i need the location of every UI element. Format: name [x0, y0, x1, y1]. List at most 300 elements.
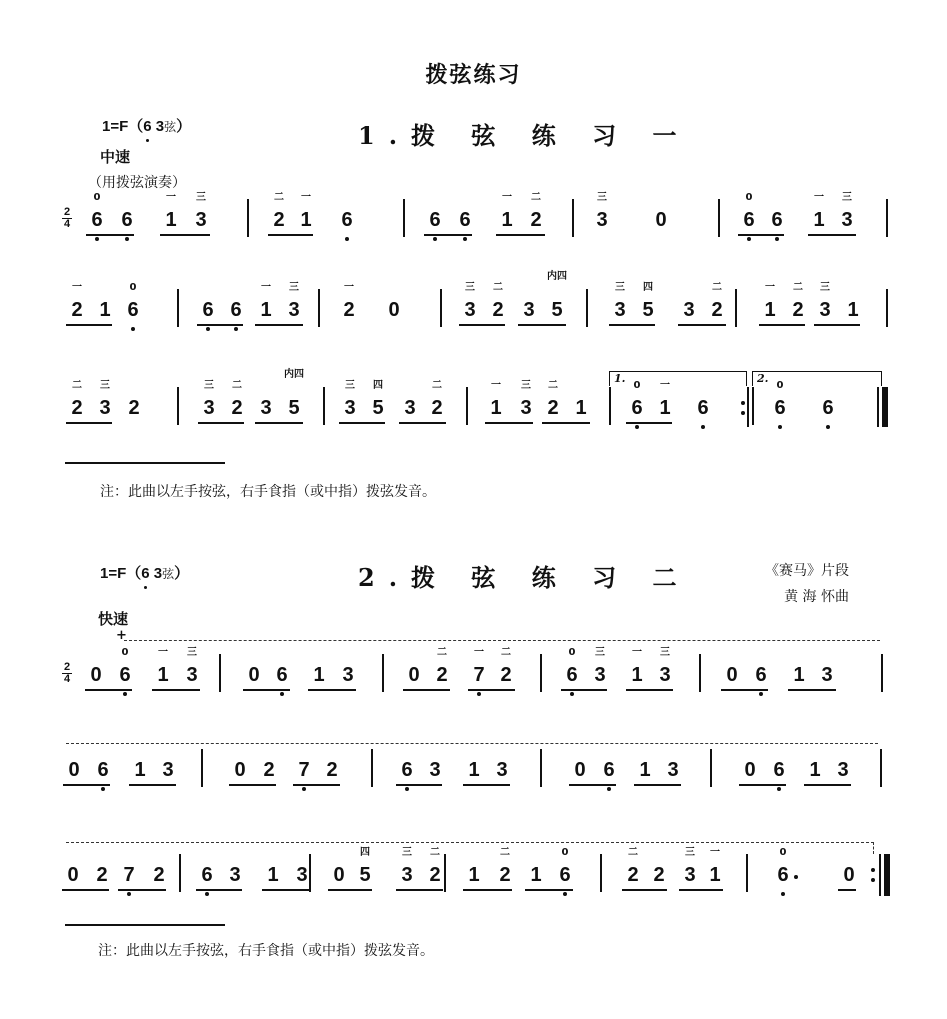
- tempo-1: 中速: [100, 148, 131, 166]
- barline: [880, 749, 882, 787]
- fingering-mark: 三: [521, 380, 531, 391]
- fingering-mark: 0: [779, 847, 787, 858]
- fingering-mark: 三: [289, 282, 299, 293]
- note-digit: 5: [288, 397, 300, 419]
- fingering-mark: 三: [597, 192, 607, 203]
- note: [771, 380, 789, 419]
- note: [198, 865, 216, 885]
- note-digit: 2: [436, 664, 448, 686]
- note-digit: 2: [153, 864, 165, 886]
- beam-underline: [814, 324, 860, 326]
- note: [295, 760, 313, 780]
- fingering-mark: 三: [615, 282, 625, 293]
- beam-underline: [634, 784, 681, 786]
- barline: [710, 749, 712, 787]
- note: [88, 192, 106, 231]
- note: [461, 282, 479, 321]
- note: [517, 380, 535, 419]
- beam-underline: [197, 324, 243, 326]
- barline: [440, 289, 442, 327]
- low-octave-dot: [777, 787, 781, 791]
- beam-underline: [262, 889, 309, 891]
- note-digit: 1: [157, 664, 169, 686]
- barline: [177, 289, 179, 327]
- key-note-2: 3: [153, 565, 163, 582]
- barline: [735, 289, 737, 327]
- note: [426, 210, 444, 230]
- note: [93, 865, 111, 885]
- fingering-mark: 二: [628, 847, 638, 858]
- low-octave-dot: [123, 692, 127, 696]
- barline: [699, 654, 701, 692]
- low-octave-dot: [635, 425, 639, 429]
- fingering-mark: 四: [373, 380, 383, 391]
- note-digit: 6: [121, 209, 133, 231]
- fingering-mark: 0: [129, 282, 137, 293]
- fingering-mark: 一: [491, 380, 501, 391]
- note: [838, 192, 856, 231]
- note: [844, 300, 862, 320]
- note: [840, 865, 858, 885]
- beam-underline: [463, 784, 510, 786]
- beam-underline: [229, 784, 276, 786]
- note: [489, 282, 507, 321]
- fingering-mark: 一: [166, 192, 176, 203]
- note: [200, 380, 218, 419]
- note-digit: 3: [186, 664, 198, 686]
- note: [656, 380, 674, 419]
- note: [818, 665, 836, 685]
- note: [656, 647, 674, 686]
- fingering-mark: 一: [710, 847, 720, 858]
- note-digit: 2: [96, 864, 108, 886]
- note-digit: 5: [642, 299, 654, 321]
- note-digit: 1: [468, 759, 480, 781]
- note: [162, 192, 180, 231]
- note-digit: 3: [821, 664, 833, 686]
- beam-underline: [198, 422, 244, 424]
- note: [496, 847, 514, 886]
- note: [323, 760, 341, 780]
- beam-underline: [561, 689, 607, 691]
- final-barline: [882, 387, 888, 427]
- note-digit: 5: [372, 397, 384, 419]
- barline: [572, 199, 574, 237]
- barline: [219, 654, 221, 692]
- fingering-mark: 二: [437, 647, 447, 658]
- note-digit: 6: [755, 664, 767, 686]
- footnote-1: 注：此曲以左手按弦，右手食指（或中指）拨弦发音。: [100, 484, 436, 500]
- low-octave-dot: [775, 237, 779, 241]
- fingering-mark: 三: [345, 380, 355, 391]
- fingering-mark: 二: [432, 380, 442, 391]
- note-digit: 6: [459, 209, 471, 231]
- note: [708, 282, 726, 321]
- note: [159, 760, 177, 780]
- note: [297, 192, 315, 231]
- note: [226, 865, 244, 885]
- beam-underline: [485, 422, 533, 424]
- low-octave-dot: [433, 237, 437, 241]
- source-label: 《赛马》片段: [765, 563, 849, 579]
- barline: [309, 854, 311, 892]
- note: [338, 210, 356, 230]
- note: [68, 282, 86, 321]
- barline: [382, 654, 384, 692]
- barline: [879, 854, 881, 896]
- fingering-mark: 二: [793, 282, 803, 293]
- note-digit: 6: [566, 664, 578, 686]
- time-signature: [62, 207, 72, 230]
- beam-underline: [85, 689, 132, 691]
- note-digit: 2: [499, 864, 511, 886]
- beam-underline: [308, 689, 356, 691]
- barline: [718, 199, 720, 237]
- note-digit: 3: [162, 759, 174, 781]
- note-digit: 3: [99, 397, 111, 419]
- fingering-mark: 一: [632, 647, 642, 658]
- note-digit: 3: [203, 397, 215, 419]
- note-digit: 3: [819, 299, 831, 321]
- note-digit: 1: [793, 664, 805, 686]
- barline: [747, 387, 749, 427]
- footnote-2: 注：此曲以左手按弦，右手食指（或中指）拨弦发音。: [98, 943, 434, 959]
- note-digit: 0: [234, 759, 246, 781]
- beam-underline: [626, 422, 672, 424]
- note-digit: 7: [473, 664, 485, 686]
- beam-underline: [463, 889, 512, 891]
- note-digit: 6: [202, 299, 214, 321]
- note: [600, 760, 618, 780]
- note: [834, 760, 852, 780]
- low-octave-dot: [280, 692, 284, 696]
- low-octave-dot: [234, 327, 238, 331]
- fingering-mark: 二: [72, 380, 82, 391]
- note-digit: 6: [771, 209, 783, 231]
- fingering-mark: 二: [274, 192, 284, 203]
- note: [405, 665, 423, 685]
- key-low-note: 6: [141, 565, 150, 582]
- note: [428, 380, 446, 419]
- fingering-mark: 二: [430, 847, 440, 858]
- note-digit: 2: [343, 299, 355, 321]
- beam-underline: [66, 422, 112, 424]
- key-low-note: 6: [143, 118, 152, 135]
- note-digit: 1: [639, 759, 651, 781]
- barline: [179, 854, 181, 892]
- note: [426, 760, 444, 780]
- note: [652, 210, 670, 230]
- note-digit: 3: [296, 864, 308, 886]
- barline: [540, 749, 542, 787]
- beam-underline: [118, 889, 166, 891]
- note-digit: 6: [822, 397, 834, 419]
- note: [591, 647, 609, 686]
- note-digit: 1: [764, 299, 776, 321]
- low-octave-dot: [125, 237, 129, 241]
- note: [398, 760, 416, 780]
- note-digit: 0: [388, 299, 400, 321]
- barline: [247, 199, 249, 237]
- note: [94, 760, 112, 780]
- note-digit: 6: [429, 209, 441, 231]
- beam-underline: [86, 234, 134, 236]
- barline: [318, 289, 320, 327]
- beam-underline: [468, 689, 515, 691]
- note: [64, 865, 82, 885]
- barline: [746, 854, 748, 892]
- note: [498, 192, 516, 231]
- note-digit: 3: [614, 299, 626, 321]
- fingering-mark: 一: [660, 380, 670, 391]
- time-signature-numerator: 2: [63, 661, 71, 673]
- note: [426, 847, 444, 886]
- fingering-mark: 一: [765, 282, 775, 293]
- beam-underline: [459, 324, 505, 326]
- note-digit: 6: [401, 759, 413, 781]
- note: [624, 847, 642, 886]
- note-digit: 6: [97, 759, 109, 781]
- beam-underline: [759, 324, 805, 326]
- note: [681, 847, 699, 886]
- barline: [752, 387, 754, 425]
- note-digit: 2: [492, 299, 504, 321]
- note: [572, 398, 590, 418]
- note-digit: 3: [683, 299, 695, 321]
- fingering-mark: 一: [72, 282, 82, 293]
- fingering-mark: 三: [660, 647, 670, 658]
- note-digit: 7: [123, 864, 135, 886]
- low-octave-dot: [302, 787, 306, 791]
- fingering-mark: 一: [301, 192, 311, 203]
- low-octave-dot: [131, 327, 135, 331]
- note-digit: 0: [744, 759, 756, 781]
- fingering-mark: 0: [745, 192, 753, 203]
- sustain-line-1: [124, 640, 880, 641]
- beam-underline: [678, 324, 726, 326]
- low-octave-dot: [759, 692, 763, 696]
- note-digit: 3: [429, 759, 441, 781]
- note: [571, 760, 589, 780]
- beam-underline: [518, 324, 566, 326]
- note-digit: 3: [841, 209, 853, 231]
- note-digit: 3: [837, 759, 849, 781]
- note: [369, 380, 387, 419]
- fingering-mark: 二: [531, 192, 541, 203]
- note: [401, 398, 419, 418]
- note-digit: 0: [90, 664, 102, 686]
- note-digit: 2: [71, 397, 83, 419]
- note-digit: 7: [298, 759, 310, 781]
- note-digit: 3: [520, 397, 532, 419]
- key-note-2: 3: [155, 118, 165, 135]
- note-digit: 1: [847, 299, 859, 321]
- note-digit: 2: [263, 759, 275, 781]
- note-digit: 1: [659, 397, 671, 419]
- note-digit: 3: [496, 759, 508, 781]
- barline: [177, 387, 179, 425]
- beam-underline: [255, 324, 303, 326]
- note: [527, 865, 545, 885]
- note-digit: 3: [596, 209, 608, 231]
- note: [790, 665, 808, 685]
- beam-underline: [496, 234, 545, 236]
- note: [819, 398, 837, 418]
- note-digit: 6: [743, 209, 755, 231]
- sustain-line-2: [66, 743, 878, 744]
- barline: [881, 654, 883, 692]
- note-digit: 2: [71, 299, 83, 321]
- note-digit: 2: [627, 864, 639, 886]
- note: [741, 760, 759, 780]
- note-digit: 3: [594, 664, 606, 686]
- time-signature: [62, 662, 72, 685]
- note-digit: 3: [401, 864, 413, 886]
- note-digit: 5: [551, 299, 563, 321]
- note: [356, 847, 374, 886]
- note: [493, 760, 511, 780]
- barline: [371, 749, 373, 787]
- low-octave-dot: [127, 892, 131, 896]
- key-close: ）: [176, 118, 192, 135]
- note: [768, 210, 786, 230]
- note: [339, 665, 357, 685]
- beam-underline: [268, 234, 313, 236]
- note: [116, 647, 134, 686]
- note-digit: 0: [655, 209, 667, 231]
- note: [260, 760, 278, 780]
- beam-underline: [160, 234, 210, 236]
- fingering-mark: 四: [643, 282, 653, 293]
- key-prefix: 1=F（: [100, 565, 142, 582]
- note-digit: 6: [777, 864, 789, 886]
- note: [228, 380, 246, 419]
- fingering-mark: 三: [100, 380, 110, 391]
- note-digit: 2: [500, 664, 512, 686]
- note-digit: 3: [464, 299, 476, 321]
- beam-underline: [396, 784, 442, 786]
- note: [752, 665, 770, 685]
- barline: [877, 387, 879, 427]
- note-digit: 2: [231, 397, 243, 419]
- page-title: 拨弦练习: [425, 62, 522, 88]
- fingering-mark: 三: [595, 647, 605, 658]
- note-digit: 1: [99, 299, 111, 321]
- fingering-mark: 0: [121, 647, 129, 658]
- beam-underline: [196, 889, 242, 891]
- note-digit: 5: [359, 864, 371, 886]
- repeat-dots: [741, 401, 745, 415]
- note: [770, 760, 788, 780]
- note: [192, 192, 210, 231]
- note: [273, 665, 291, 685]
- beam-underline: [808, 234, 856, 236]
- note-digit: 2: [530, 209, 542, 231]
- barline: [886, 199, 888, 237]
- note: [433, 647, 451, 686]
- low-octave-dot: [607, 787, 611, 791]
- note: [639, 282, 657, 321]
- low-octave-dot: [701, 425, 705, 429]
- note: [131, 760, 149, 780]
- barline: [403, 199, 405, 237]
- beam-underline: [293, 784, 340, 786]
- note: [385, 300, 403, 320]
- piece-title-2: 2.拨 弦 练 习 二: [358, 563, 691, 592]
- piece-title-1: 1.拨 弦 练 习 一: [358, 121, 691, 150]
- note-digit: 2: [711, 299, 723, 321]
- beam-underline: [424, 234, 472, 236]
- note: [154, 647, 172, 686]
- note: [774, 847, 792, 886]
- note: [68, 380, 86, 419]
- note-digit: 3: [667, 759, 679, 781]
- note-digit: 1: [468, 864, 480, 886]
- beam-underline: [626, 689, 673, 691]
- note: [650, 865, 668, 885]
- note: [628, 647, 646, 686]
- note-digit: 3: [523, 299, 535, 321]
- fingering-mark: 一: [261, 282, 271, 293]
- beam-underline: [63, 784, 110, 786]
- beam-underline: [788, 689, 836, 691]
- key-signature-1: [102, 115, 191, 136]
- low-octave-dot: [563, 892, 567, 896]
- fingering-mark: 三: [465, 282, 475, 293]
- note: [284, 369, 304, 419]
- note-digit: 0: [726, 664, 738, 686]
- final-barline: [884, 854, 890, 896]
- beam-underline: [62, 889, 109, 891]
- note-digit: 1: [501, 209, 513, 231]
- note: [340, 282, 358, 321]
- barline: [323, 387, 325, 425]
- note: [398, 847, 416, 886]
- beam-underline: [542, 422, 590, 424]
- fingering-mark: 0: [633, 380, 641, 391]
- barline: [586, 289, 588, 327]
- note-digit: 2: [326, 759, 338, 781]
- note-digit: 1: [530, 864, 542, 886]
- volta-label: 1.: [614, 372, 626, 385]
- note: [563, 647, 581, 686]
- beam-underline: [328, 889, 372, 891]
- time-signature-denominator: 4: [63, 673, 71, 685]
- note-digit: 6: [559, 864, 571, 886]
- note: [465, 760, 483, 780]
- beam-underline: [622, 889, 667, 891]
- beam-underline: [66, 324, 112, 326]
- fingering-mark: 三: [820, 282, 830, 293]
- note: [341, 380, 359, 419]
- key-string-label: 弦: [164, 120, 177, 134]
- barline: [201, 749, 203, 787]
- note-digit: 1: [631, 664, 643, 686]
- time-signature-numerator: 2: [63, 206, 71, 218]
- note: [810, 192, 828, 231]
- beam-underline: [399, 422, 446, 424]
- note-digit: 0: [574, 759, 586, 781]
- beam-underline: [738, 234, 784, 236]
- note: [310, 665, 328, 685]
- beam-underline: [838, 889, 856, 891]
- note: [816, 282, 834, 321]
- note-digit: 2: [792, 299, 804, 321]
- low-octave-dot: [205, 892, 209, 896]
- beam-underline: [721, 689, 768, 691]
- sustain-line-end: [873, 842, 874, 854]
- volta-bracket: [609, 371, 747, 386]
